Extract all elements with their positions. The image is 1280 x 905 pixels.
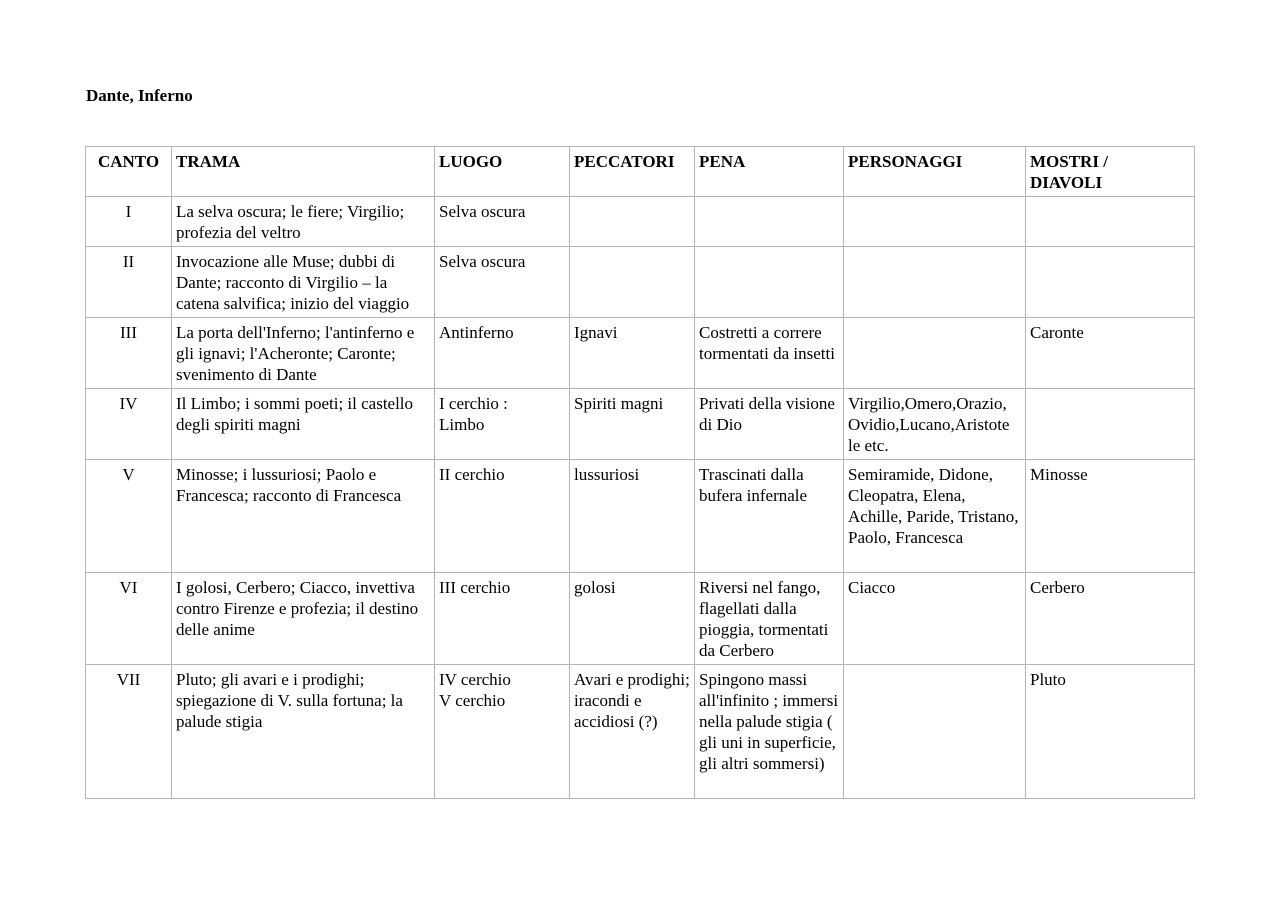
cell-peccatori: lussuriosi	[570, 460, 695, 573]
table-row	[86, 665, 1195, 799]
cell-personaggi	[844, 318, 1026, 389]
table-row	[86, 573, 1195, 665]
header-personaggi: PERSONAGGI	[844, 147, 1026, 197]
cell-canto: I	[86, 197, 172, 247]
cell-pena	[695, 247, 844, 318]
document-title: Dante, Inferno	[86, 86, 193, 105]
cell-luogo: Selva oscura	[435, 247, 570, 318]
cell-trama: I golosi, Cerbero; Ciacco, invettiva contro Firenze e profezia; il destino delle anime	[172, 573, 435, 665]
cell-canto: III	[86, 318, 172, 389]
cell-mostri	[1026, 389, 1195, 460]
cell-trama: Minosse; i lussuriosi; Paolo e Francesca; racconto di Francesca	[172, 460, 435, 573]
cell-luogo: III cerchio	[435, 573, 570, 665]
cell-peccatori	[570, 197, 695, 247]
cell-peccatori: golosi	[570, 573, 695, 665]
cell-peccatori: Spiriti magni	[570, 389, 695, 460]
table-row	[86, 197, 1195, 247]
cell-mostri: Caronte	[1026, 318, 1195, 389]
cell-personaggi: Virgilio,Omero,Orazio, Ovidio,Lucano,Aristote le etc.	[844, 389, 1026, 460]
cell-mostri	[1026, 197, 1195, 247]
cell-trama: Il Limbo; i sommi poeti; il castello degli spiriti magni	[172, 389, 435, 460]
header-row	[86, 147, 1195, 197]
cell-pena: Trascinati dalla bufera infernale	[695, 460, 844, 573]
cell-mostri: Minosse	[1026, 460, 1195, 573]
cell-pena	[695, 197, 844, 247]
inferno-table	[85, 146, 1195, 799]
cell-pena: Costretti a correre tormentati da insetti	[695, 318, 844, 389]
header-peccatori: PECCATORI	[570, 147, 695, 197]
cell-canto: IV	[86, 389, 172, 460]
cell-personaggi: Ciacco	[844, 573, 1026, 665]
table-row	[86, 318, 1195, 389]
cell-trama: La selva oscura; le fiere; Virgilio; profezia del veltro	[172, 197, 435, 247]
header-trama: TRAMA	[172, 147, 435, 197]
cell-mostri: Pluto	[1026, 665, 1195, 799]
cell-canto: II	[86, 247, 172, 318]
cell-luogo: II cerchio	[435, 460, 570, 573]
cell-personaggi: Semiramide, Didone, Cleopatra, Elena, Achille, Paride, Tristano, Paolo, Francesca	[844, 460, 1026, 573]
table-row	[86, 247, 1195, 318]
cell-peccatori: Avari e prodighi; iracondi e accidiosi (?)	[570, 665, 695, 799]
table-row	[86, 460, 1195, 573]
cell-peccatori: Ignavi	[570, 318, 695, 389]
cell-pena: Privati della visione di Dio	[695, 389, 844, 460]
cell-peccatori	[570, 247, 695, 318]
cell-luogo: Selva oscura	[435, 197, 570, 247]
header-mostri-diavoli: MOSTRI / DIAVOLI	[1026, 147, 1195, 197]
cell-pena: Riversi nel fango, flagellati dalla pioggia, tormentati da Cerbero	[695, 573, 844, 665]
cell-canto: VII	[86, 665, 172, 799]
cell-canto: VI	[86, 573, 172, 665]
table-row	[86, 389, 1195, 460]
header-pena: PENA	[695, 147, 844, 197]
cell-personaggi	[844, 665, 1026, 799]
cell-personaggi	[844, 247, 1026, 318]
cell-trama: Pluto; gli avari e i prodighi; spiegazione di V. sulla fortuna; la palude stigia	[172, 665, 435, 799]
cell-mostri: Cerbero	[1026, 573, 1195, 665]
cell-trama: Invocazione alle Muse; dubbi di Dante; racconto di Virgilio – la catena salvifica; inizio del viaggio	[172, 247, 435, 318]
cell-luogo: IV cerchio V cerchio	[435, 665, 570, 799]
header-luogo: LUOGO	[435, 147, 570, 197]
cell-canto: V	[86, 460, 172, 573]
cell-mostri	[1026, 247, 1195, 318]
cell-luogo: Antinferno	[435, 318, 570, 389]
header-canto: CANTO	[86, 147, 172, 197]
cell-pena: Spingono massi all'infinito ; immersi nella palude stigia ( gli uni in superficie, gli altri sommersi)	[695, 665, 844, 799]
cell-luogo: I cerchio : Limbo	[435, 389, 570, 460]
cell-personaggi	[844, 197, 1026, 247]
cell-trama: La porta dell'Inferno; l'antinferno e gli ignavi; l'Acheronte; Caronte; svenimento di Dante	[172, 318, 435, 389]
